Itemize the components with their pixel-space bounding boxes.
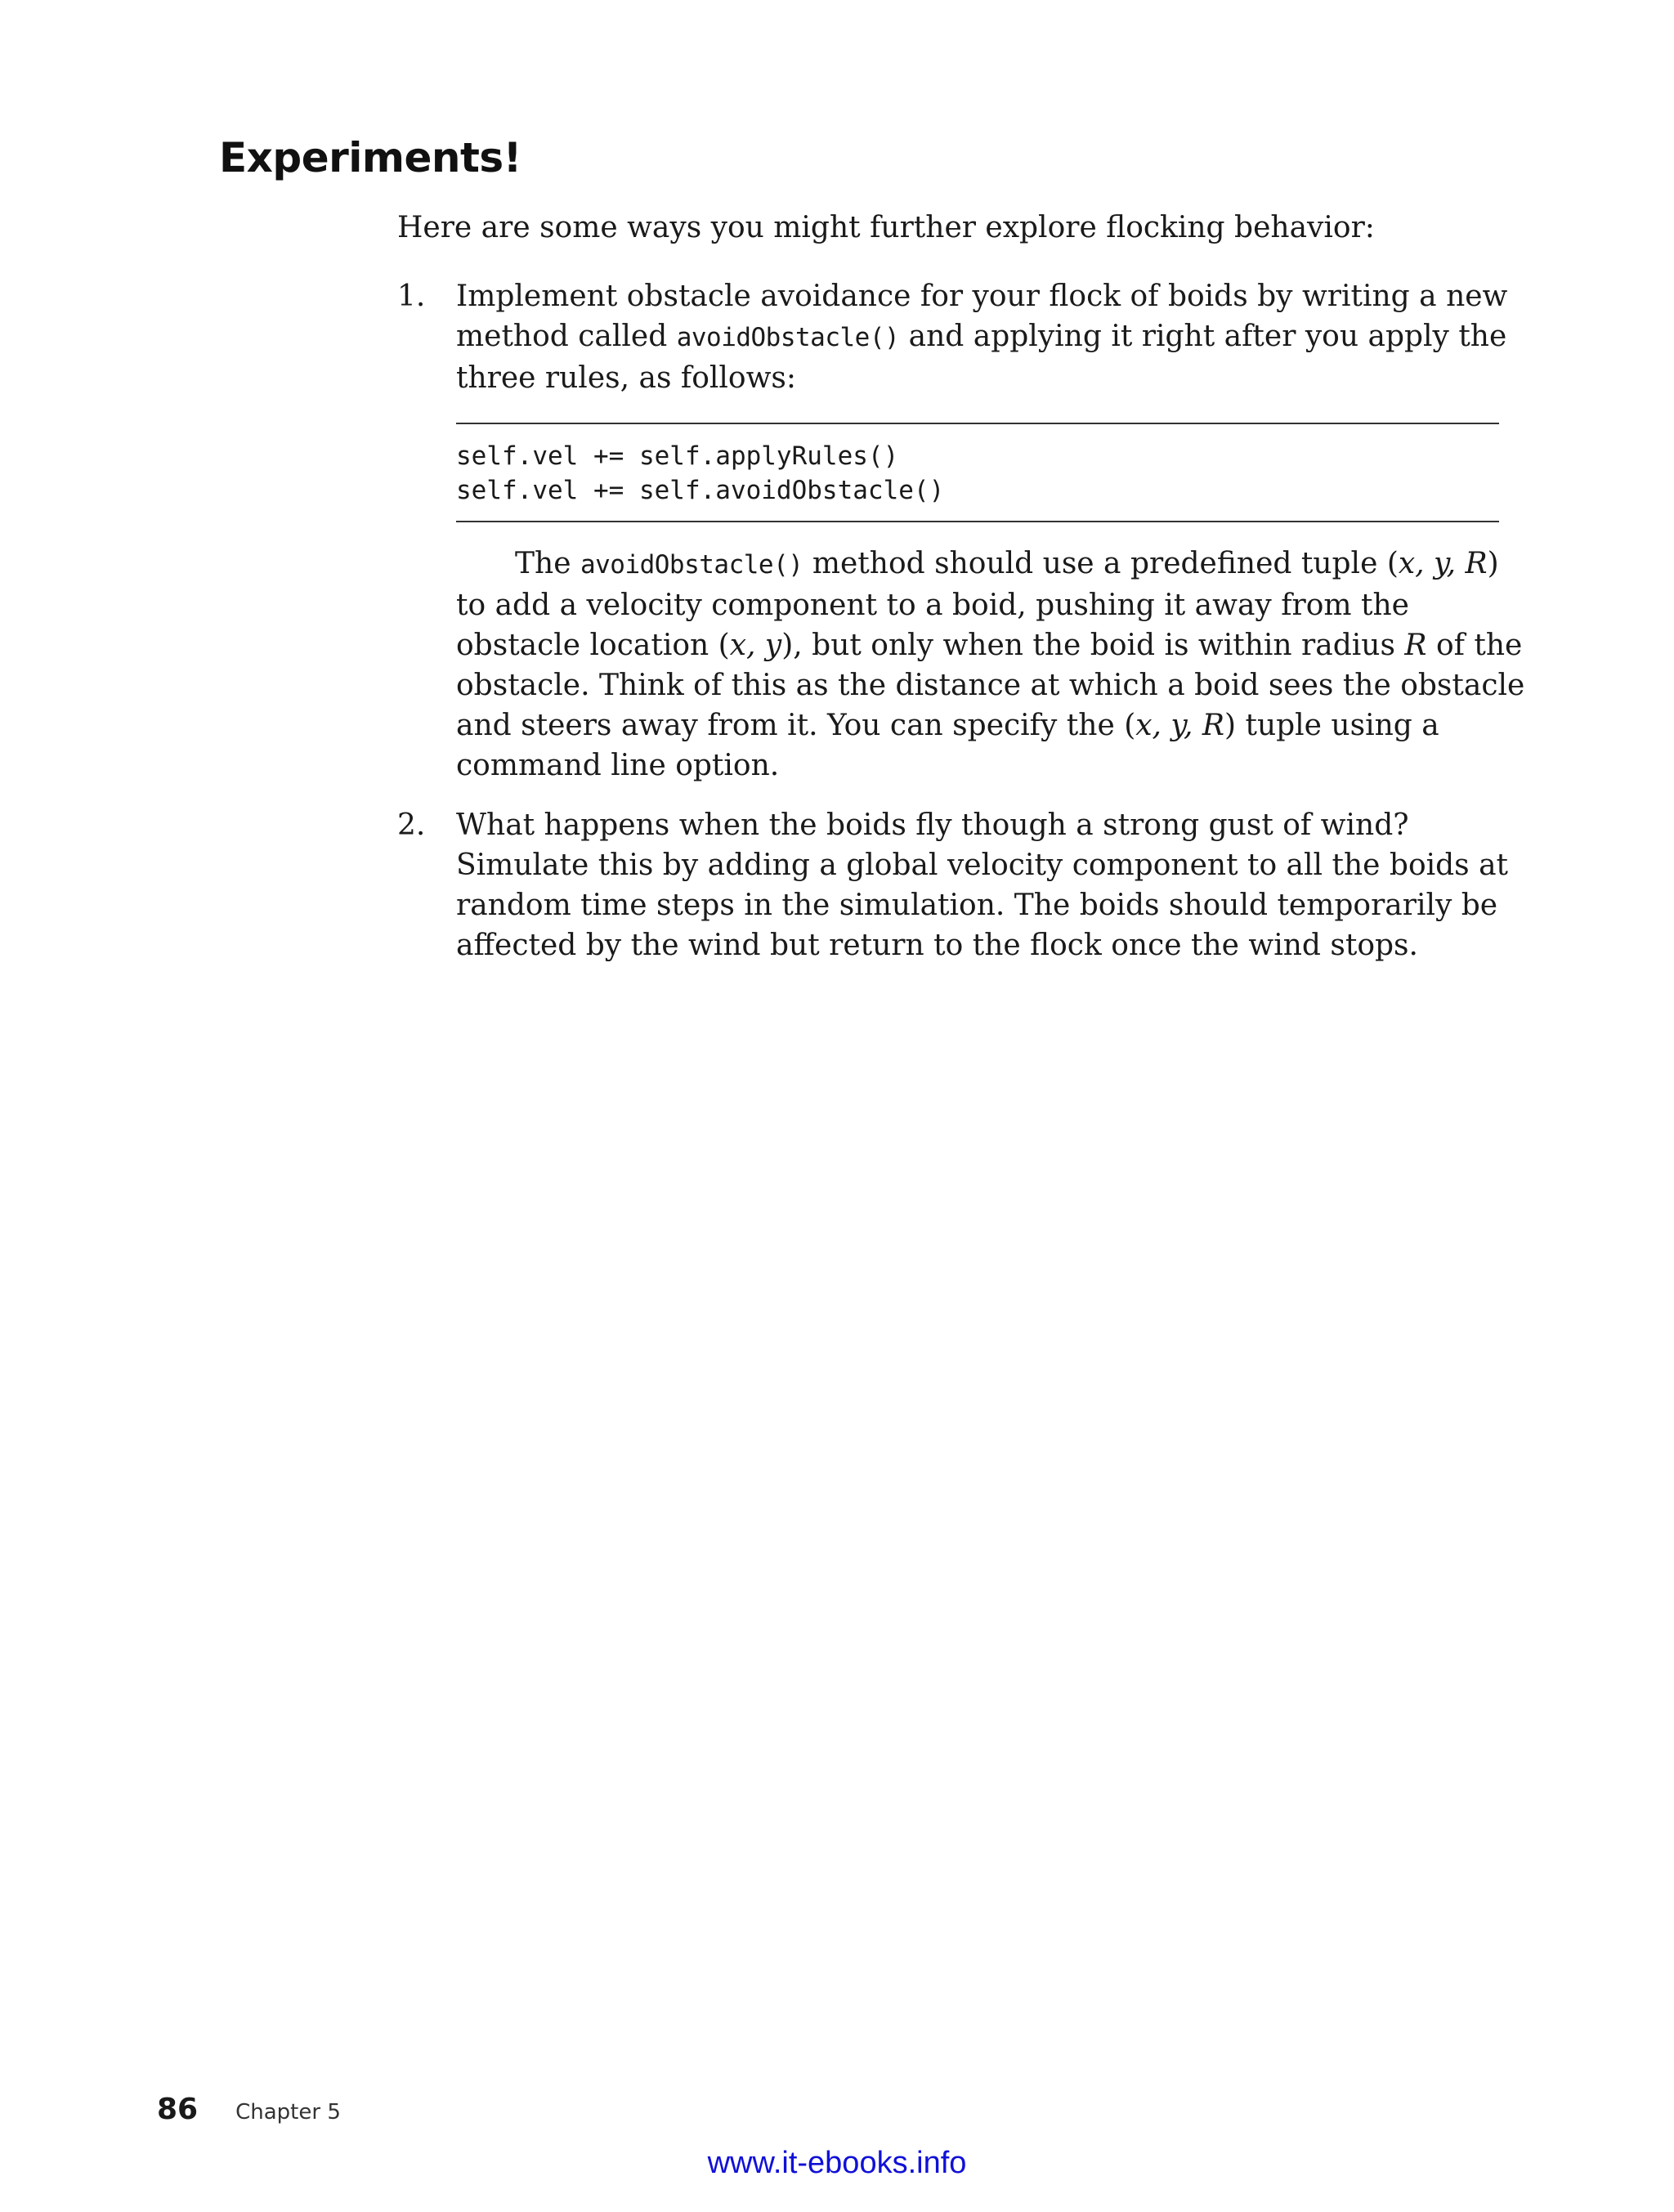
text-span: ) tuple using a command line option. [456,709,1439,782]
inline-code: avoidObstacle() [676,323,900,352]
watermark-link[interactable]: www.it-ebooks.info [707,2146,967,2180]
item-2-paragraph: What happens when the boids fly though a strong gust of wind? Simulate this by adding a global velocity component to all the boids at random time steps in the simulation. The boids should temporarily be affected by the wind but return to the flock once the wind stops. [456,808,1509,962]
section-heading: Experiments! [219,134,521,181]
list-item-body [456,276,1525,786]
text-span: and applying it right after you apply the three rules, as follows: [456,320,1507,395]
text-span: of the obstacle. Think of this as the distance at which a boid sees the obstacle and steers away from it. You can specify the ( [456,629,1525,742]
math-variable: x, y, R [1398,547,1488,580]
list-item-number: 2. [397,808,426,842]
text-span: The [515,547,580,580]
page-number: 86 [157,2093,199,2126]
text-span: method should use a predefined tuple ( [803,547,1399,580]
intro-paragraph: Here are some ways you might further explore flocking behavior: [397,211,1375,244]
item-1-paragraph-2 [456,544,1525,786]
math-variable: x, y [729,629,782,662]
text-span: ), but only when the boid is within radius [781,629,1405,662]
code-block [456,423,1499,522]
text-span: ) to add a velocity component to a boid, pushing it away from the obstacle location ( [456,547,1499,662]
page-footer [157,2093,341,2126]
chapter-label: Chapter 5 [235,2100,341,2125]
math-variable: x, y, R [1135,709,1224,742]
text-span: Implement obstacle avoidance for your flock of boids by writing a new method called [456,280,1508,353]
list-item-number: 1. [397,280,426,313]
list-item-body [456,805,1525,965]
code-line: self.vel += self.applyRules() [456,441,899,471]
item-1-paragraph [456,276,1525,398]
list-item-1 [397,276,1525,786]
code-line: self.vel += self.avoidObstacle() [456,476,945,505]
experiments-list [397,276,1525,965]
inline-code: avoidObstacle() [580,550,803,580]
list-item-2 [397,805,1525,965]
math-variable: R [1404,629,1427,662]
